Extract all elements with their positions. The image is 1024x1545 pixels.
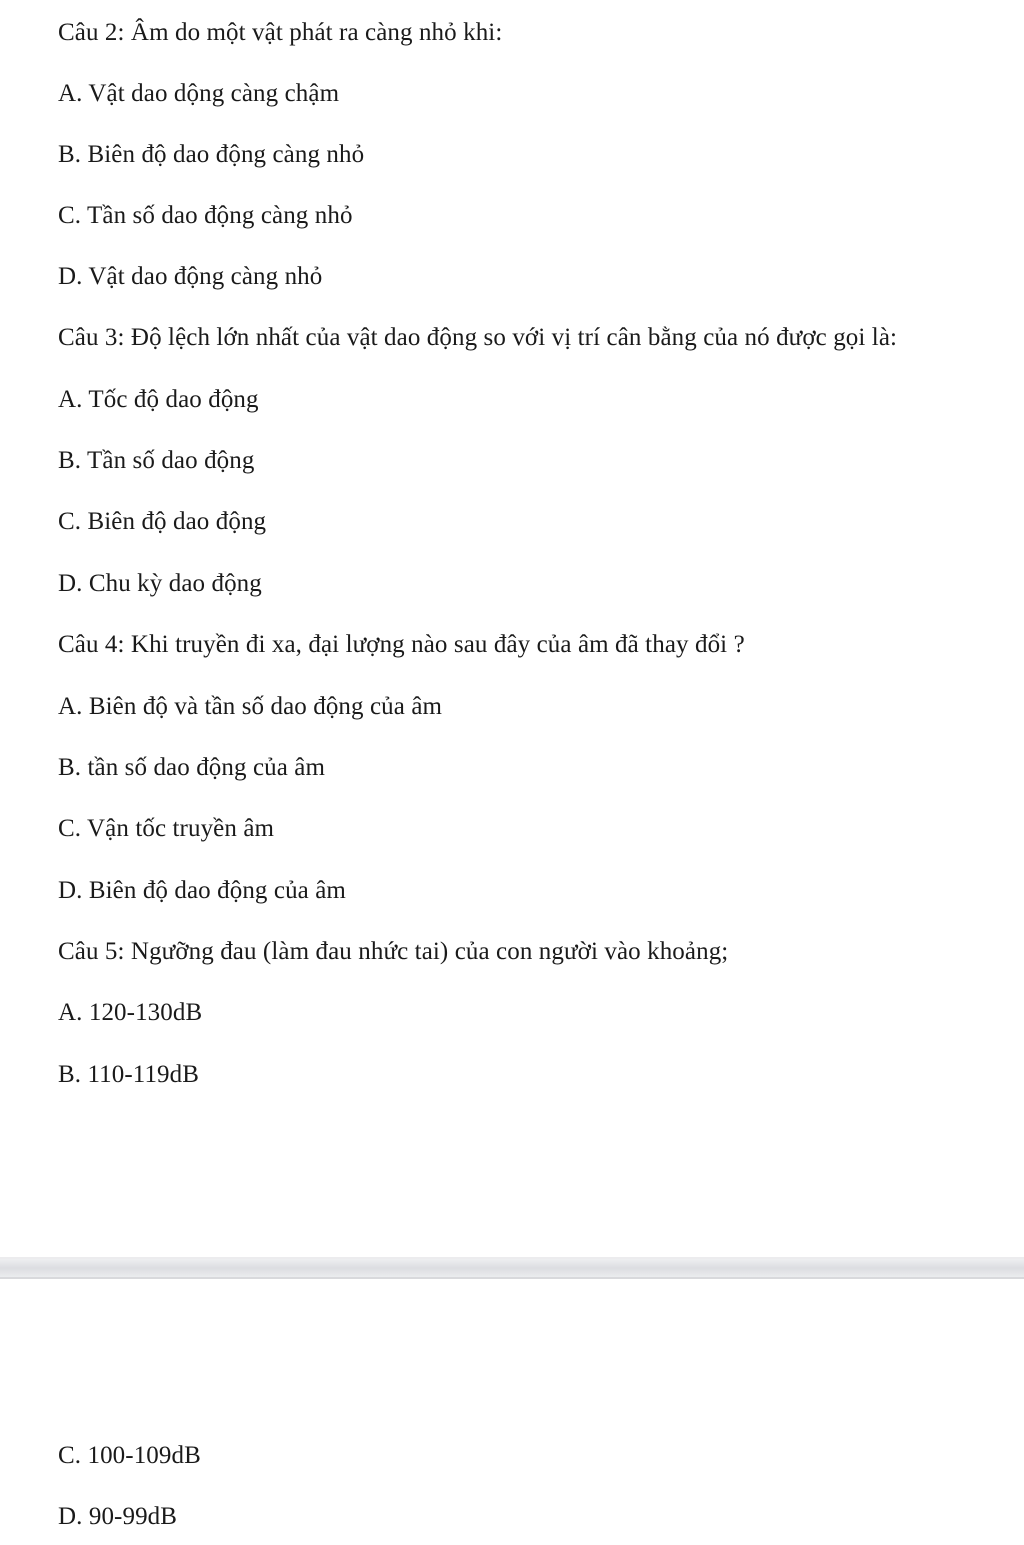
question-4-prompt: Câu 4: Khi truyền đi xa, đại lượng nào sau đây của âm đã thay đổi ? <box>58 631 745 658</box>
question-5-option-b: B. 110-119dB <box>58 1061 200 1088</box>
question-2-option-a: A. Vật dao dộng càng chậm <box>58 80 340 107</box>
question-5-option-a: A. 120-130dB <box>58 999 203 1026</box>
question-3-option-d: D. Chu kỳ dao động <box>58 570 262 597</box>
question-4-option-d: D. Biên độ dao động của âm <box>58 877 346 904</box>
question-3-option-a: A. Tốc độ dao động <box>58 386 259 413</box>
question-3-prompt: Câu 3: Độ lệch lớn nhất của vật dao động so với vị trí cân bằng của nó được gọi là: <box>58 324 898 351</box>
question-2-prompt: Câu 2: Âm do một vật phát ra càng nhỏ khi: <box>58 19 503 46</box>
question-3-option-b: B. Tần số dao động <box>58 447 255 474</box>
question-4-option-a: A. Biên độ và tần số dao động của âm <box>58 693 443 720</box>
page-break-divider <box>0 1257 1024 1279</box>
question-5-option-d: D. 90-99dB <box>58 1503 178 1530</box>
question-4-option-c: C. Vận tốc truyền âm <box>58 815 275 842</box>
question-3-option-c: C. Biên độ dao động <box>58 508 267 535</box>
question-2-option-c: C. Tần số dao động càng nhỏ <box>58 202 353 229</box>
question-5-prompt: Câu 5: Ngưỡng đau (làm đau nhức tai) của con người vào khoảng; <box>58 938 729 965</box>
page-break-top-edge <box>0 1257 1024 1259</box>
question-5-option-c: C. 100-109dB <box>58 1442 201 1469</box>
page-break-bottom-edge <box>0 1277 1024 1279</box>
question-2-option-b: B. Biên độ dao động càng nhỏ <box>58 141 365 168</box>
question-4-option-b: B. tần số dao động của âm <box>58 754 326 781</box>
question-2-option-d: D. Vật dao động càng nhỏ <box>58 263 323 290</box>
